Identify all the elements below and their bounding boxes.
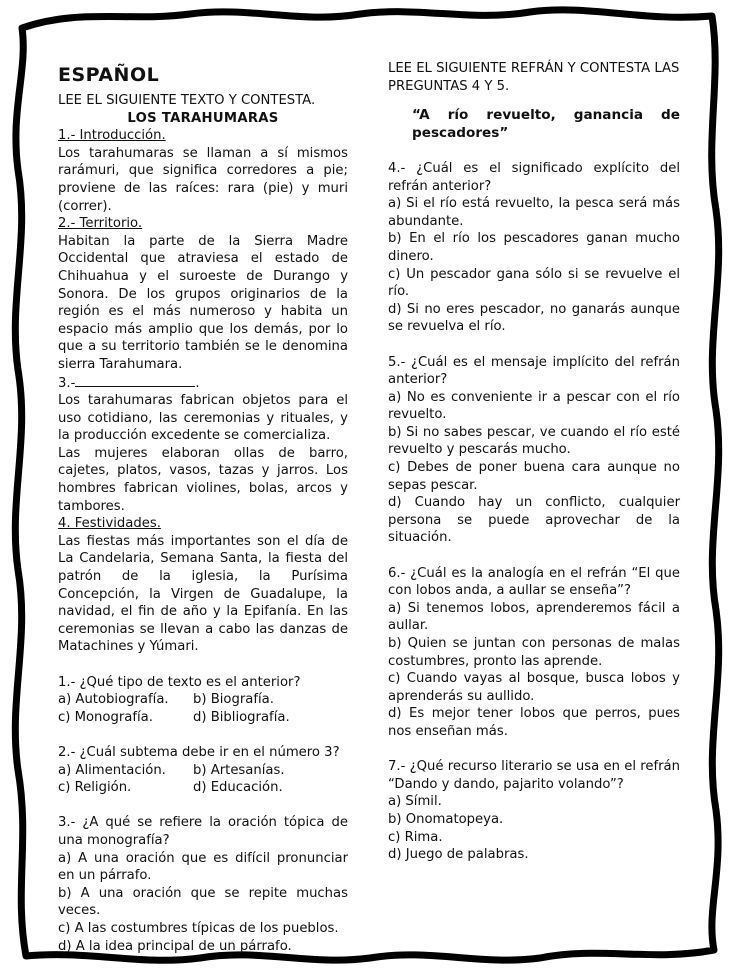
right-column — [388, 60, 680, 864]
question-2: 2.- ¿Cuál subtema debe ir en el número 3? — [58, 744, 340, 760]
section-text-festivities: Las fiestas más importantes son el día de La Candelaria, Semana Santa, la fiesta del patrón de la iglesia, la Purísima Concepción, la Virgen de Guadalupe, la navidad, el fin de año y la Epifanía. En las ceremonias se llevan a cabo las danzas de Matachines y Yúmari. — [58, 533, 348, 655]
section-heading-end: . — [195, 375, 200, 391]
section-text-territory: Habitan la parte de la Sierra Madre Occidental que atraviesa el estado de Chihuahua y el suroeste de Durango y Sonora. De los grupos originarios de la región es el más numeroso y habita un espacio más amplio que los demás, por lo que a su territorio también se le denomina sierra Tarahumara. — [58, 233, 348, 372]
option-c: c) A las costumbres típicas de los pueblos. — [58, 920, 339, 936]
option-c: c) Religión. — [58, 780, 132, 796]
question-1-options-row-1 — [58, 691, 348, 709]
section-text-intro: Los tarahumaras se llaman a sí mismos rarámuri, que significa corredores a pie; proviene de las raíces: rara (pie) y muri (correr). — [58, 145, 348, 214]
section-heading-territory: 2.- Territorio. — [58, 216, 143, 232]
question-1-options-row-2 — [58, 709, 348, 727]
text-title: LOS TARAHUMARAS — [127, 110, 279, 126]
left-column — [58, 60, 348, 955]
question-3: 3.- ¿A qué se refiere la oración tópica de una monografía? — [58, 815, 348, 848]
section-text-crafts: Los tarahumaras fabrican objetos para el uso cotidiano, las ceremonias y rituales, y la producción excedente se comercializa. — [58, 393, 348, 444]
option-a: a) Si el río está revuelto, la pesca será más abundante. — [388, 196, 680, 229]
option-a: a) Alimentación. — [58, 762, 166, 778]
section-heading-blank — [58, 374, 348, 393]
option-d: d) Es mejor tener lobos que perros, pues nos enseñan más. — [388, 706, 680, 739]
option-a: a) No es conveniente ir a pescar con el río revuelto. — [388, 389, 680, 423]
section-text-crafts-2: Las mujeres elaboran ollas de barro, cajetes, platos, vasos, tazas y jarros. Los hombres fabrican violines, bolas, arcos y tambores. — [58, 445, 348, 514]
option-b: b) Biografía. — [193, 692, 274, 708]
option-d: d) A la idea principal de un párrafo. — [58, 938, 292, 954]
question-4: 4.- ¿Cuál es el significado explícito del refrán anterior? — [388, 160, 680, 194]
right-instruction: LEE EL SIGUIENTE REFRÁN Y CONTESTA LAS PREGUNTAS 4 Y 5. — [388, 61, 680, 94]
option-a: a) Si tenemos lobos, aprenderemos fácil a aullar. — [388, 600, 680, 634]
question-2-options-row-1 — [58, 762, 348, 780]
option-d: d) Bibliografía. — [193, 709, 290, 725]
option-a: a) Símil. — [388, 794, 442, 810]
option-d: d) Educación. — [193, 780, 283, 796]
option-a: a) A una oración que es difícil pronunciar en un párrafo. — [58, 850, 348, 884]
option-d: d) Cuando hay un conflicto, cualquier persona se puede aprovechar de la situación. — [388, 495, 680, 546]
left-instruction: LEE EL SIGUIENTE TEXTO Y CONTESTA. — [58, 93, 316, 108]
option-b: b) Onomatopeya. — [388, 811, 504, 827]
option-c: c) Debes de poner buena cara aunque no sepas pescar. — [388, 460, 680, 493]
option-c: c) Rima. — [388, 829, 443, 845]
section-heading-festivities: 4. Festividades. — [58, 516, 161, 532]
option-b: b) A una oración que se repite muchas veces. — [58, 885, 348, 919]
blank-line — [75, 374, 195, 387]
section-number-3: 3.- — [58, 375, 76, 391]
option-c: c) Un pescador gana sólo si se revuelve el río. — [388, 266, 680, 300]
section-heading-intro: 1.- Introducción. — [58, 128, 166, 144]
option-b: b) En el río los pescadores ganan mucho dinero. — [388, 231, 680, 264]
option-b: b) Artesanías. — [193, 762, 285, 778]
question-7: 7.- ¿Qué recurso literario se usa en el refrán “Dando y dando, pajarito volando”? — [388, 759, 680, 792]
option-b: b) Quien se juntan con personas de malas costumbres, pronto las aprende. — [388, 636, 680, 669]
option-d: d) Juego de palabras. — [388, 847, 529, 863]
option-c: c) Monografía. — [58, 709, 153, 725]
question-6: 6.- ¿Cuál es la analogía en el refrán “El que con lobos anda, a aullar se enseña”? — [388, 565, 680, 599]
option-d: d) Si no eres pescador, no ganarás aunque se revuelva el río. — [388, 301, 680, 335]
question-2-options-row-2 — [58, 779, 348, 797]
subject-title: ESPAÑOL — [58, 64, 160, 86]
option-b: b) Si no sabes pescar, ve cuando el río esté revuelto y pescarás mucho. — [388, 424, 680, 458]
question-1: 1.- ¿Qué tipo de texto es el anterior? — [58, 674, 301, 690]
question-5: 5.- ¿Cuál es el mensaje implícito del refrán anterior? — [388, 354, 680, 388]
saying-quote: “A río revuelto, ganancia de pescadores” — [412, 107, 680, 141]
option-a: a) Autobiografía. — [58, 692, 169, 708]
option-c: c) Cuando vayas al bosque, busca lobos y aprenderás su aullido. — [388, 671, 680, 704]
